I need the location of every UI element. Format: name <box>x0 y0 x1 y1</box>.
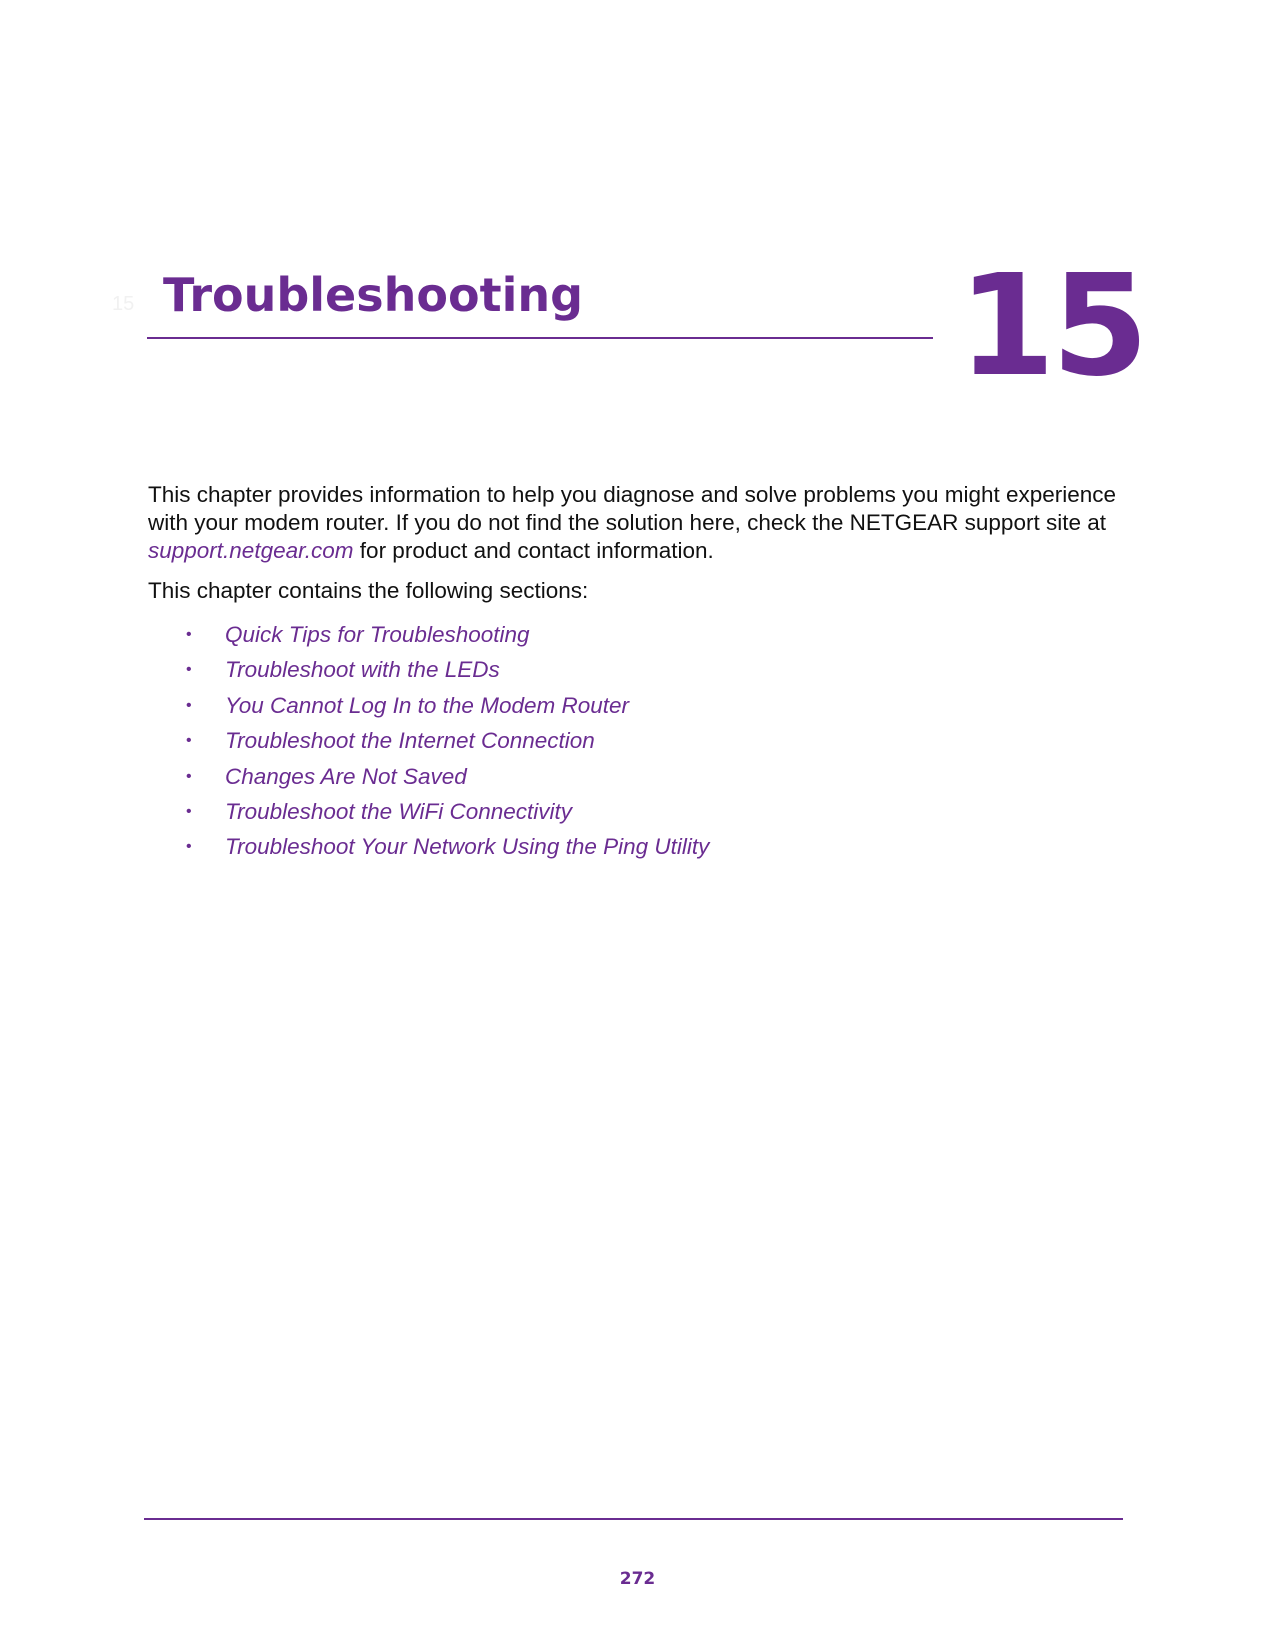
chapter-title: Troubleshooting <box>163 268 584 322</box>
intro-text-after-link: for product and contact information. <box>353 538 714 563</box>
section-link-quick-tips[interactable]: Quick Tips for Troubleshooting <box>225 622 530 647</box>
bullet-icon: • <box>186 626 192 643</box>
section-link-changes-not-saved[interactable]: Changes Are Not Saved <box>225 763 467 789</box>
sections-intro: This chapter contains the following sections: <box>148 578 589 603</box>
intro-paragraph <box>148 481 1128 565</box>
section-link-leds[interactable]: Troubleshoot with the LEDs <box>225 657 500 683</box>
bullet-icon: • <box>186 696 192 714</box>
support-link[interactable]: support.netgear.com <box>148 538 354 563</box>
bullet-icon: • <box>186 767 192 785</box>
section-link-wifi-connectivity[interactable]: Troubleshoot the WiFi Connectivity <box>225 798 573 824</box>
page-number: 272 <box>619 1569 656 1589</box>
bullet-icon: • <box>186 802 192 820</box>
bullet-icon: • <box>186 838 192 856</box>
intro-text-before-link: This chapter provides information to help you diagnose and solve problems you might experience with your modem router. If you do not find the solution here, check the NETGEAR support site at <box>148 482 1117 535</box>
section-link-cannot-log-in[interactable]: You Cannot Log In to the Modem Router <box>225 692 630 718</box>
section-link-ping-utility[interactable]: Troubleshoot Your Network Using the Ping Utility <box>225 834 710 860</box>
chapter-number: 15 <box>958 245 1145 408</box>
chapter-ghost-number: 15 <box>112 293 135 315</box>
bullet-icon: • <box>186 732 192 750</box>
section-link-internet-connection[interactable]: Troubleshoot the Internet Connection <box>225 728 595 754</box>
bullet-icon: • <box>186 661 192 679</box>
title-divider <box>147 337 933 339</box>
footer-divider <box>144 1518 1123 1520</box>
